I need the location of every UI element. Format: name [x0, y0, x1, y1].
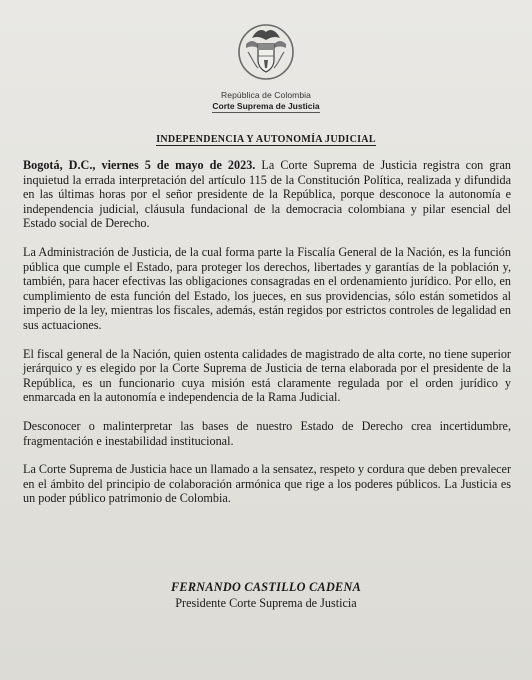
document-body [23, 158, 511, 520]
org-court [0, 101, 532, 111]
paragraph-2: La Administración de Justicia, de la cual forma parte la Fiscalía General de la Nación, es la función pública que cumple el Estado, para proteger los derechos, libertades y garantías de la población y, también, para hacer efectivas las obligaciones consagradas en el ordenamiento jurídico. Por ello, en cumplimiento de esta función del Estado, los jueces, en sus providencias, sólo están sometidos al imperio de la ley, mientras los fiscales, además, están regidos por estrictos controles de legalidad en sus actuaciones. [23, 244, 511, 332]
org-country: República de Colombia [221, 90, 311, 100]
org-court-label: Corte Suprema de Justicia [212, 101, 320, 111]
dateline: Bogotá, D.C., viernes 5 de mayo de 2023. [23, 158, 256, 172]
document-title [0, 134, 532, 145]
letterhead [0, 18, 532, 87]
paragraph-1-text: La Corte Suprema de Justicia registra con gran inquietud la errada interpretación del artículo 115 de la Constitución Política, realizada y difundida en las últimas horas por el señor presidente de la República, porque desconoce la autonomía e independencia judicial, cláusula fundacional de la democracia colombiana y pilar esencial del Estado social de Derecho. [23, 158, 511, 231]
paragraph-4: Desconocer o malinterpretar las bases de nuestro Estado de Derecho crea incertidumbre, fragmentación e inestabilidad institucional. [23, 418, 511, 448]
signatory-name: FERNANDO CASTILLO CADENA [170, 580, 362, 594]
paragraph-1 [23, 158, 511, 231]
paragraph-5: La Corte Suprema de Justicia hace un llamado a la sensatez, respeto y cordura que deben prevalecer en el ámbito del principio de colaboración armónica que rige a los poderes públicos. La Justicia es un poder público patrimonio de Colombia. [23, 462, 511, 506]
signatory-role: Presidente Corte Suprema de Justicia [175, 596, 357, 610]
document-title-text: INDEPENDENCIA Y AUTONOMÍA JUDICIAL [156, 134, 376, 145]
paragraph-3: El fiscal general de la Nación, quien ostenta calidades de magistrado de alta corte, no tiene superior jerárquico y es elegido por la Corte Suprema de Justicia de terna elaborada por el presidente de la República, es un funcionario cuya misión está claramente regulada por el orden jurídico y enmarcada en la autonomía e independencia de la Rama Judicial. [23, 346, 511, 405]
coat-of-arms-icon [234, 18, 298, 82]
